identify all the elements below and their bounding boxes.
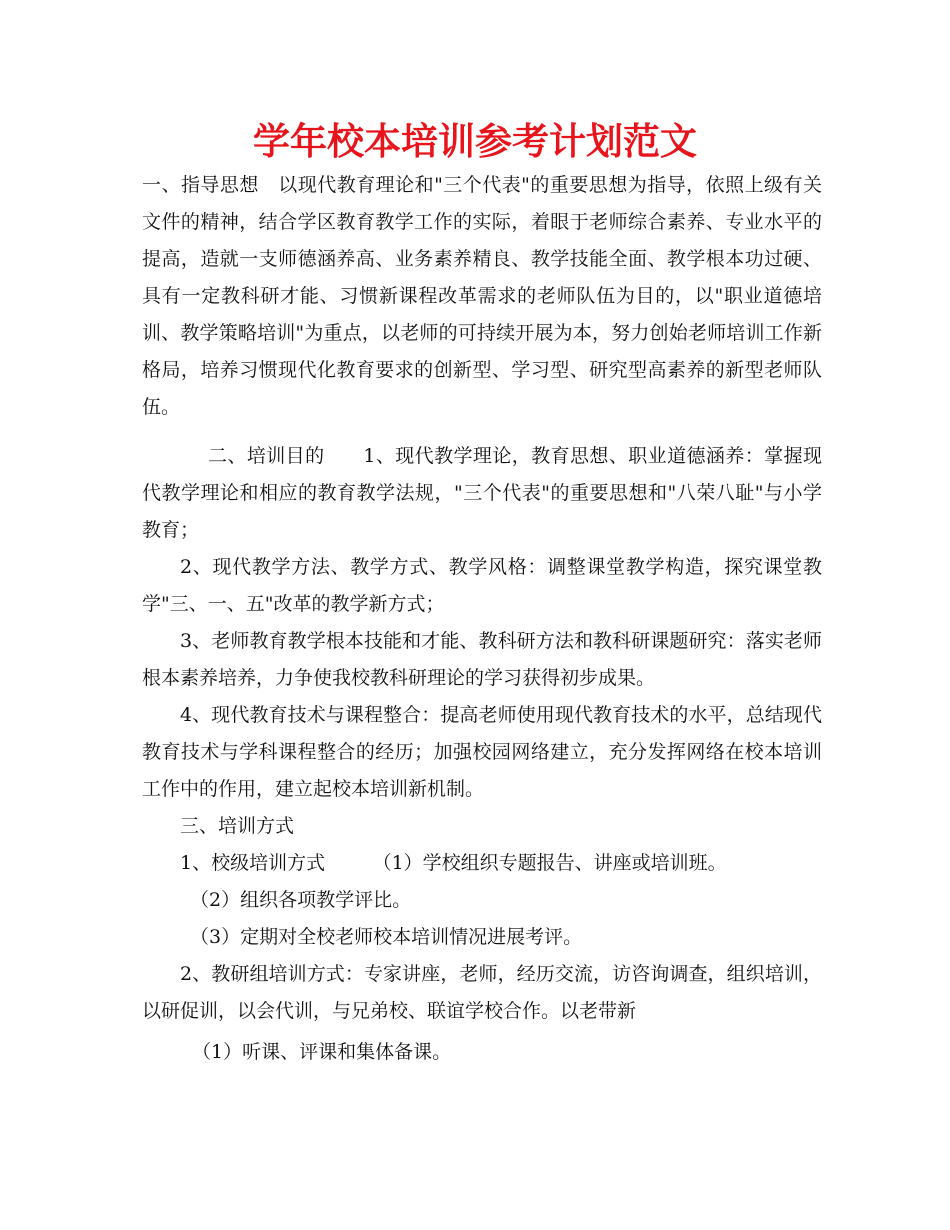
- paragraph-guiding-ideology: 一、指导思想 以现代教育理论和"三个代表"的重要思想为指导，依照上级有关文件的精神，结合学区教育教学工作的实际，着眼于老师综合素养、专业水平的提高，造就一支师德涵养高、业务素养精良、教学技能全面、教学根本功过硬、具有一定教科研才能、习惯新课程改革需求的老师队伍为目的，以"职业道德培训、教学策略培训"为重点，以老师的可持续开展为本，努力创始老师培训工作新格局，培养习惯现代化教育要求的创新型、学习型、研究型高素养的新型老师队伍。: [142, 174, 822, 418]
- paragraph-objective-3: 3、老师教育教学根本技能和才能、教科研方法和教科研课题研究：落实老师根本素养培养，力争使我校教科研理论的学习获得初步成果。: [142, 630, 822, 689]
- paragraph-school-level-item-3: （3）定期对全校老师校本培训情况进展考评。: [190, 926, 583, 948]
- paragraph-objective-2: 2、现代教学方法、教学方式、教学风格：调整课堂教学构造，探究课堂教学"三、一、五"改革的教学新方式；: [142, 556, 822, 615]
- paragraph-gap: [142, 426, 822, 438]
- paragraph-training-methods-heading: 三、培训方式: [180, 815, 295, 837]
- document-body: [142, 167, 822, 1071]
- document-title: 学年校本培训参考计划范文: [253, 120, 697, 163]
- paragraph-teaching-group-training: 2、教研组培训方式：专家讲座，老师，经历交流，访咨询调查，组织培训，以研促训，以会代训，与兄弟校、联谊学校合作。以老带新: [142, 963, 822, 1022]
- paragraph-school-level-training: 1、校级培训方式 （1）学校组织专题报告、讲座或培训班。: [180, 852, 727, 874]
- paragraph-training-objectives: 二、培训目的 1、现代教学理论，教育思想、职业道德涵养：掌握现代教学理论和相应的教育教学法规，"三个代表"的重要思想和"八荣八耻"与小学教育；: [142, 445, 822, 541]
- paragraph-objective-4: 4、现代教育技术与课程整合：提高老师使用现代教育技术的水平，总结现代教育技术与学科课程整合的经历；加强校园网络建立，充分发挥网络在校本培训工作中的作用，建立起校本培训新机制。: [142, 704, 822, 800]
- paragraph-teaching-group-item-1: （1）听课、评课和集体备课。: [192, 1041, 452, 1063]
- paragraph-school-level-item-2: （2）组织各项教学评比。: [190, 889, 412, 911]
